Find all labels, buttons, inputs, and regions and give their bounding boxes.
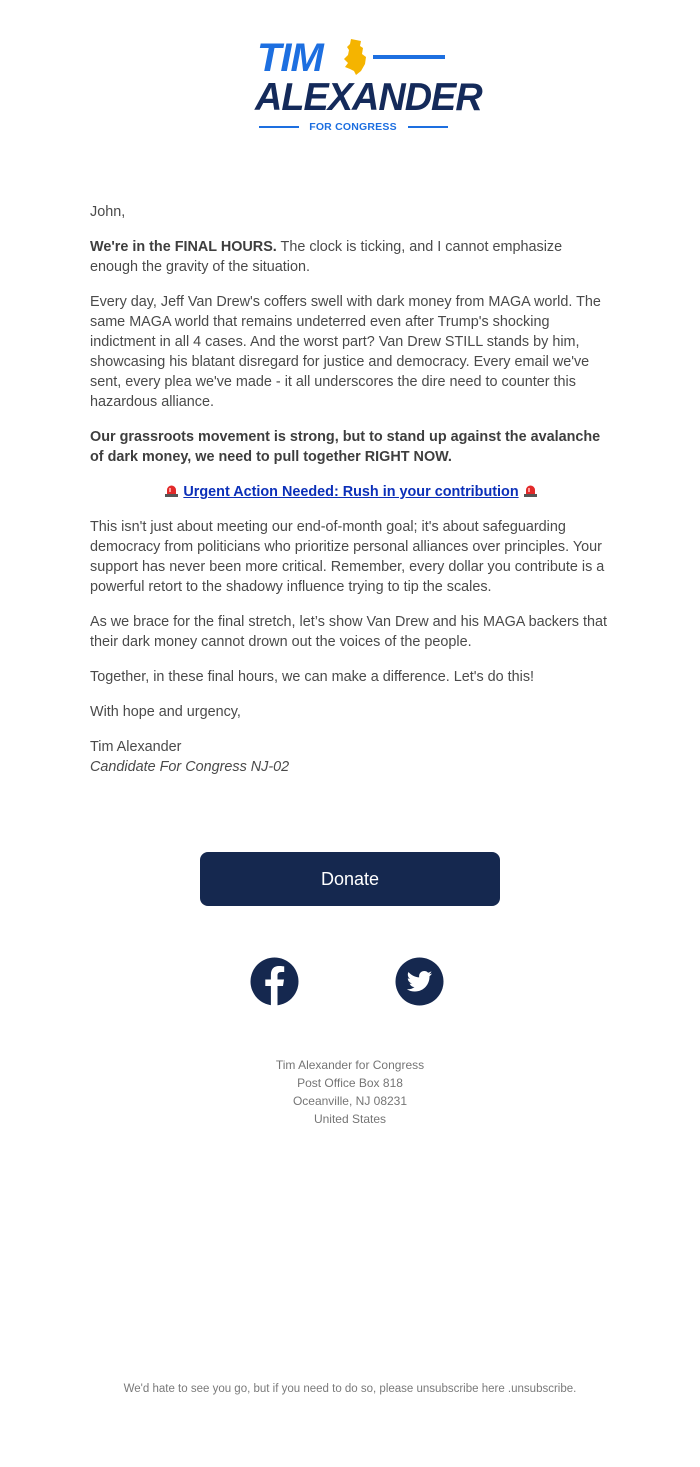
unsubscribe-notice[interactable]: We'd hate to see you go, but if you need to do so, please unsubscribe here .unsubscribe. [123,1383,577,1395]
twitter-link[interactable] [395,957,444,1006]
new-jersey-state-icon [342,38,368,76]
final-hours-bold: We're in the FINAL HOURS. [90,239,277,255]
urgent-action-link-text: Urgent Action Needed: Rush in your contribution [183,484,519,500]
address-line: Post Office Box 818 [297,1076,403,1090]
logo-tagline: FOR CONGRESS [309,121,397,133]
twitter-icon [395,957,444,1006]
paragraph-grassroots [90,427,612,467]
final-hours-text: The clock is ticking, and I cannot emphasize enough the gravity of the situation. [90,239,563,275]
address-line: Tim Alexander for Congress [275,1058,425,1072]
logo-line-alexander: ALEXANDER [255,76,482,119]
paragraph-end-of-month: This isn't just about meeting our end-of-month goal; it's about safeguarding democracy from politicians who prioritize personal alliances over principles. Your support has never been more critical. Remember, every dollar you contribute is a powerful retort to the shadowy influence trying to tip the scales. [90,519,605,595]
signature-title: Candidate For Congress NJ-02 [90,759,290,775]
closing: With hope and urgency, [90,704,241,720]
logo-tagline-rule-right [408,126,448,128]
paragraph-final-stretch: As we brace for the final stretch, let’s show Van Drew and his MAGA backers that their dark money cannot drown out the voices of the people. [90,614,607,650]
logo-line-tim: TIM [257,36,323,80]
paragraph-dark-money: Every day, Jeff Van Drew's coffers swell with dark money from MAGA world. The same MAGA world that remains undeterred even after Trump's shocking indictment in all 4 cases. And the worst part? Van Drew STILL stands by him, showcasing his blatant disregard for justice and democracy. Every email we've sent, every plea we've made - it all underscores the dire need to counter this hazardous alliance. [90,294,601,410]
signature [90,737,612,777]
logo-accent-line [373,55,445,59]
greeting: John, [90,204,126,220]
facebook-link[interactable] [250,957,299,1006]
urgent-action-link[interactable] [160,484,541,500]
address-line: Oceanville, NJ 08231 [292,1094,408,1108]
facebook-icon [250,957,299,1006]
signature-name: Tim Alexander [90,739,182,755]
address-line: United States [313,1112,387,1126]
paragraph-final-hours [90,237,612,277]
donate-button-label: Donate [320,868,380,889]
siren-icon [523,484,538,497]
grassroots-bold: Our grassroots movement is strong, but to stand up against the avalanche of dark money, we need to pull together RIGHT NOW. [90,429,601,465]
campaign-logo [255,36,482,138]
email-body [90,202,612,792]
urgent-action-line [90,482,612,502]
paragraph-together: Together, in these final hours, we can make a difference. Let's do this! [90,669,535,685]
mailing-address [0,1056,700,1128]
logo-tagline-rule-left [259,126,299,128]
siren-icon [164,484,179,497]
donate-button[interactable] [200,852,500,906]
